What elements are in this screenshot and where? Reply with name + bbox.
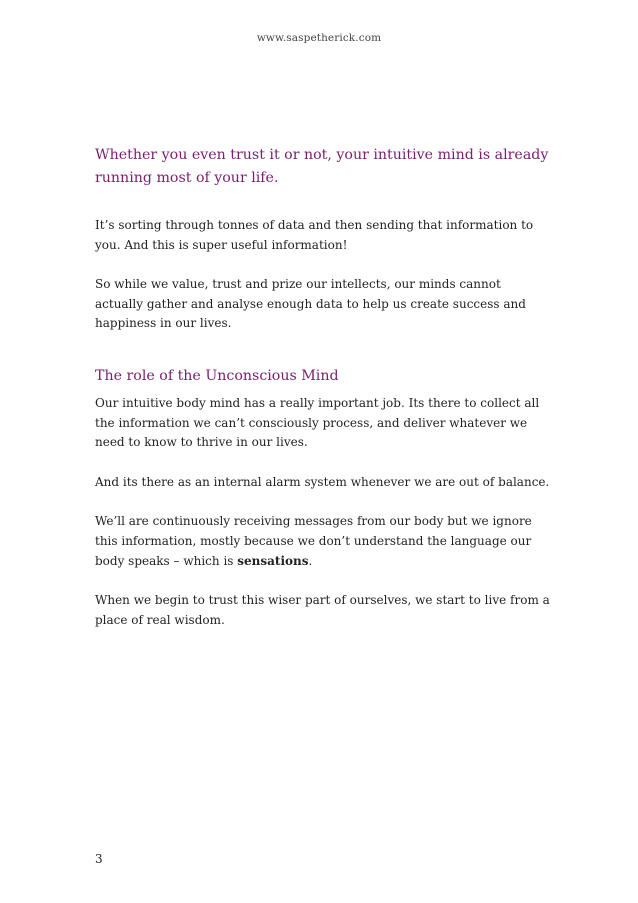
section-paragraph-3 bbox=[95, 512, 550, 571]
section-paragraph-4: When we begin to trust this wiser part of ourselves, we start to live from a place of real wisdom. bbox=[95, 593, 550, 627]
lead-statement: Whether you even trust it or not, your intuitive mind is already running most of your life. bbox=[95, 147, 549, 186]
sensations-emphasis: sensations bbox=[237, 553, 309, 568]
section-paragraph-2: And its there as an internal alarm system whenever we are out of balance. bbox=[95, 474, 550, 489]
intro-paragraph-2: So while we value, trust and prize our intellects, our minds cannot actually gather and analyse enough data to help us create success and happiness in our lives. bbox=[95, 277, 526, 331]
section-heading: The role of the Unconscious Mind bbox=[95, 367, 339, 384]
section-paragraph-3-text: We’ll are continuously receiving messages from our body but we ignore this information, mostly because we don’t understand the language our body speaks – which is bbox=[95, 514, 532, 568]
intro-paragraph-1: It’s sorting through tonnes of data and then sending that information to you. And this is super useful information! bbox=[95, 218, 534, 252]
header-url: www.saspetherick.com bbox=[256, 32, 382, 44]
page-number: 3 bbox=[95, 852, 103, 866]
section-paragraph-1: Our intuitive body mind has a really important job. Its there to collect all the information we can’t consciously process, and deliver whatever we need to know to thrive in our lives. bbox=[95, 395, 540, 450]
section-paragraph-3-end: . bbox=[308, 553, 313, 568]
page-content bbox=[95, 144, 550, 650]
